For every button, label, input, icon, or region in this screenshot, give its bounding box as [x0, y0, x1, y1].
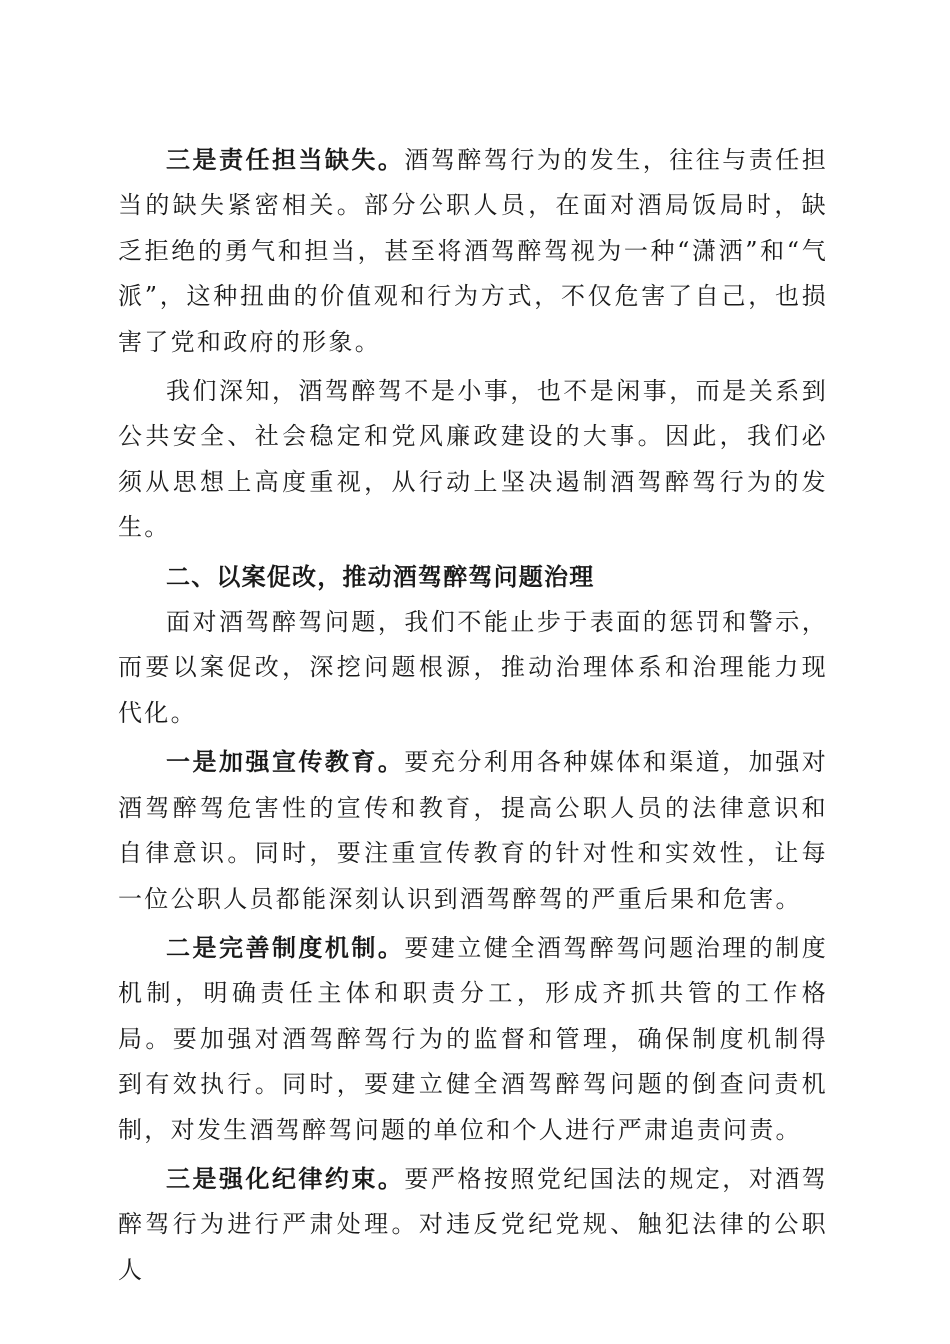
section-heading: 二、以案促改，推动酒驾醉驾问题治理 — [166, 562, 595, 591]
paragraph-discipline — [118, 1157, 828, 1293]
paragraph-text: 我们深知，酒驾醉驾不是小事，也不是闲事，而是关系到公共安全、社会稳定和党风廉政建设的大事。因此，我们必须从思想上高度重视，从行动上坚决遏制酒驾醉驾行为的发生。 — [118, 377, 828, 542]
paragraph-text: 要充分利用各种媒体和渠道，加强对酒驾醉驾危害性的宣传和教育，提高公职人员的法律意识和自律意识。同时，要注重宣传教育的针对性和实效性，让每一位公职人员都能深刻认识到酒驾醉驾的严重后果和危害。 — [118, 748, 828, 913]
paragraph-facing-problem — [118, 600, 828, 736]
paragraph-lead: 三是责任担当缺失。 — [166, 146, 405, 174]
paragraph-publicity-education — [118, 740, 828, 922]
document-body — [118, 138, 828, 1293]
paragraph-text: 酒驾醉驾行为的发生，往往与责任担当的缺失紧密相关。部分公职人员，在面对酒局饭局时，缺乏拒绝的勇气和担当，甚至将酒驾醉驾视为一种“潇洒”和“气派”，这种扭曲的价值观和行为方式，不仅危害了自己，也损害了党和政府的形象。 — [118, 146, 828, 356]
paragraph-we-know — [118, 369, 828, 551]
paragraph-text: 要严格按照党纪国法的规定，对酒驾醉驾行为进行严肃处理。对违反党纪党规、触犯法律的公职人 — [118, 1164, 828, 1284]
paragraph-responsibility-lacking — [118, 138, 828, 365]
paragraph-text: 面对酒驾醉驾问题，我们不能止步于表面的惩罚和警示，而要以案促改，深挖问题根源，推动治理体系和治理能力现代化。 — [118, 608, 828, 727]
paragraph-lead: 三是强化纪律约束。 — [166, 1164, 405, 1193]
paragraph-improve-system — [118, 926, 828, 1153]
paragraph-lead: 二是完善制度机制。 — [166, 933, 405, 962]
paragraph-lead: 一是加强宣传教育。 — [166, 748, 405, 777]
paragraph-text: 要建立健全酒驾醉驾问题治理的制度机制，明确责任主体和职责分工，形成齐抓共管的工作格局。要加强对酒驾醉驾行为的监督和管理，确保制度机制得到有效执行。同时，要建立健全酒驾醉驾问题的倒查问责机制，对发生酒驾醉驾问题的单位和个人进行严肃追责问责。 — [118, 933, 828, 1144]
